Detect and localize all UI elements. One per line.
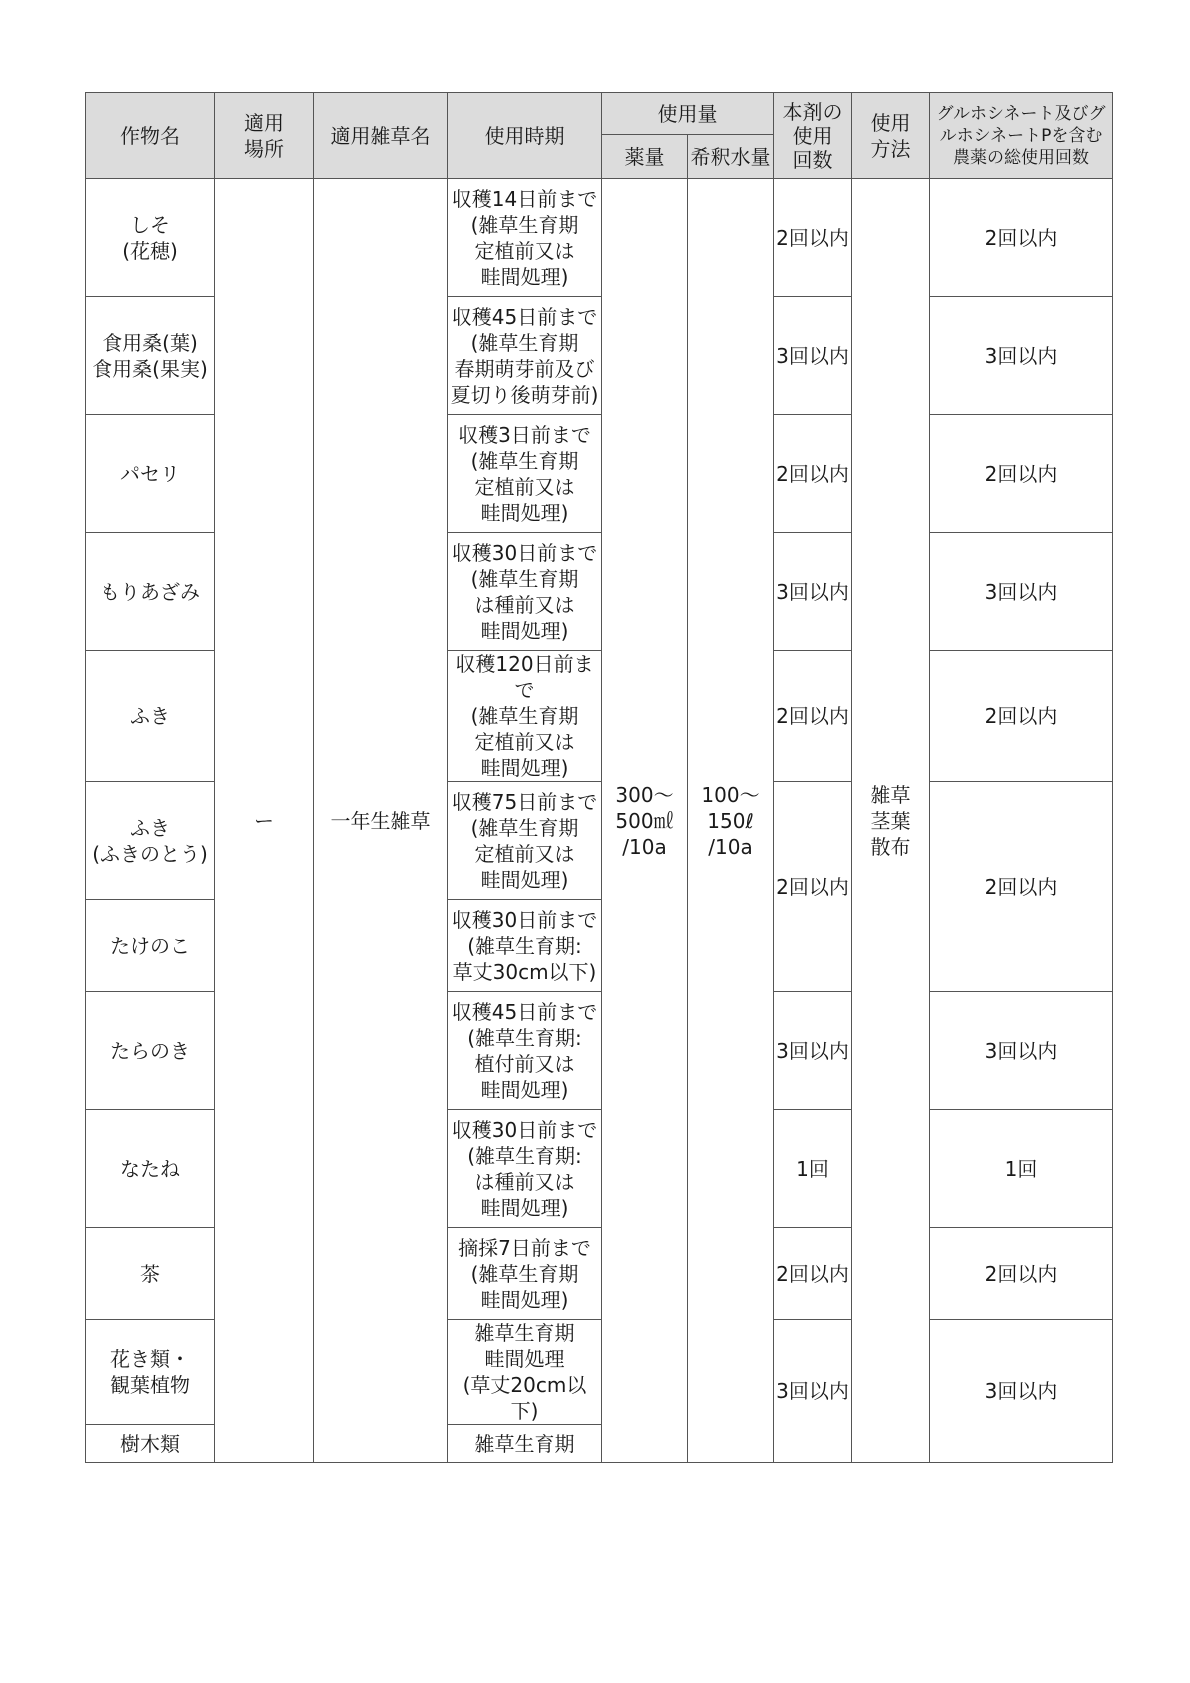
crop-cell: ふき	[86, 651, 215, 782]
crop-cell: しそ (花穂)	[86, 179, 215, 297]
chemical-amount-cell: 300〜 500㎖ /10a	[602, 179, 688, 1463]
crop-cell: ふき (ふきのとう)	[86, 782, 215, 900]
crop-cell: 樹木類	[86, 1425, 215, 1463]
crop-cell: たらのき	[86, 992, 215, 1110]
count-cell: 2回以内	[774, 782, 852, 992]
total-count-cell: 3回以内	[930, 1320, 1113, 1463]
timing-cell: 雑草生育期 畦間処理 (草丈20cm以下)	[448, 1320, 602, 1425]
crop-cell: パセリ	[86, 415, 215, 533]
count-cell: 3回以内	[774, 1320, 852, 1463]
count-cell: 2回以内	[774, 1228, 852, 1320]
crop-cell: たけのこ	[86, 900, 215, 992]
count-cell: 3回以内	[774, 533, 852, 651]
pesticide-usage-table	[85, 92, 1113, 1463]
total-count-cell: 2回以内	[930, 415, 1113, 533]
header-place: 適用 場所	[215, 93, 314, 179]
header-crop: 作物名	[86, 93, 215, 179]
crop-cell: 茶	[86, 1228, 215, 1320]
timing-cell: 収穫45日前まで (雑草生育期: 植付前又は 畦間処理)	[448, 992, 602, 1110]
header-amount-group: 使用量	[602, 93, 774, 135]
header-method: 使用 方法	[852, 93, 930, 179]
timing-cell: 収穫75日前まで (雑草生育期 定植前又は 畦間処理)	[448, 782, 602, 900]
total-count-cell: 2回以内	[930, 651, 1113, 782]
count-cell: 3回以内	[774, 992, 852, 1110]
total-count-cell: 3回以内	[930, 297, 1113, 415]
place-cell: ー	[215, 179, 314, 1463]
timing-cell: 収穫3日前まで (雑草生育期 定植前又は 畦間処理)	[448, 415, 602, 533]
header-count: 本剤の 使用 回数	[774, 93, 852, 179]
count-cell: 2回以内	[774, 179, 852, 297]
total-count-cell: 3回以内	[930, 533, 1113, 651]
method-cell: 雑草 茎葉 散布	[852, 179, 930, 1463]
timing-cell: 収穫120日前まで (雑草生育期 定植前又は 畦間処理)	[448, 651, 602, 782]
total-count-cell: 3回以内	[930, 992, 1113, 1110]
timing-cell: 収穫30日前まで (雑草生育期: は種前又は 畦間処理)	[448, 1110, 602, 1228]
timing-cell: 雑草生育期	[448, 1425, 602, 1463]
crop-cell: なたね	[86, 1110, 215, 1228]
total-count-cell: 2回以内	[930, 1228, 1113, 1320]
timing-cell: 収穫30日前まで (雑草生育期: 草丈30cm以下)	[448, 900, 602, 992]
count-cell: 3回以内	[774, 297, 852, 415]
timing-cell: 収穫45日前まで (雑草生育期 春期萌芽前及び 夏切り後萌芽前)	[448, 297, 602, 415]
total-count-cell: 1回	[930, 1110, 1113, 1228]
timing-cell: 摘採7日前まで (雑草生育期 畦間処理)	[448, 1228, 602, 1320]
crop-cell: もりあざみ	[86, 533, 215, 651]
total-count-cell: 2回以内	[930, 782, 1113, 992]
crop-cell: 食用桑(葉) 食用桑(果実)	[86, 297, 215, 415]
timing-cell: 収穫14日前まで (雑草生育期 定植前又は 畦間処理)	[448, 179, 602, 297]
header-weed: 適用雑草名	[314, 93, 448, 179]
dilution-amount-cell: 100〜 150ℓ /10a	[688, 179, 774, 1463]
weed-cell: 一年生雑草	[314, 179, 448, 1463]
count-cell: 2回以内	[774, 415, 852, 533]
timing-cell: 収穫30日前まで (雑草生育期 は種前又は 畦間処理)	[448, 533, 602, 651]
count-cell: 1回	[774, 1110, 852, 1228]
header-timing: 使用時期	[448, 93, 602, 179]
count-cell: 2回以内	[774, 651, 852, 782]
total-count-cell: 2回以内	[930, 179, 1113, 297]
header-chemical: 薬量	[602, 135, 688, 179]
header-dilution: 希釈水量	[688, 135, 774, 179]
header-total: グルホシネート及びグ ルホシネートPを含む 農薬の総使用回数	[930, 93, 1113, 179]
crop-cell: 花き類・ 観葉植物	[86, 1320, 215, 1425]
